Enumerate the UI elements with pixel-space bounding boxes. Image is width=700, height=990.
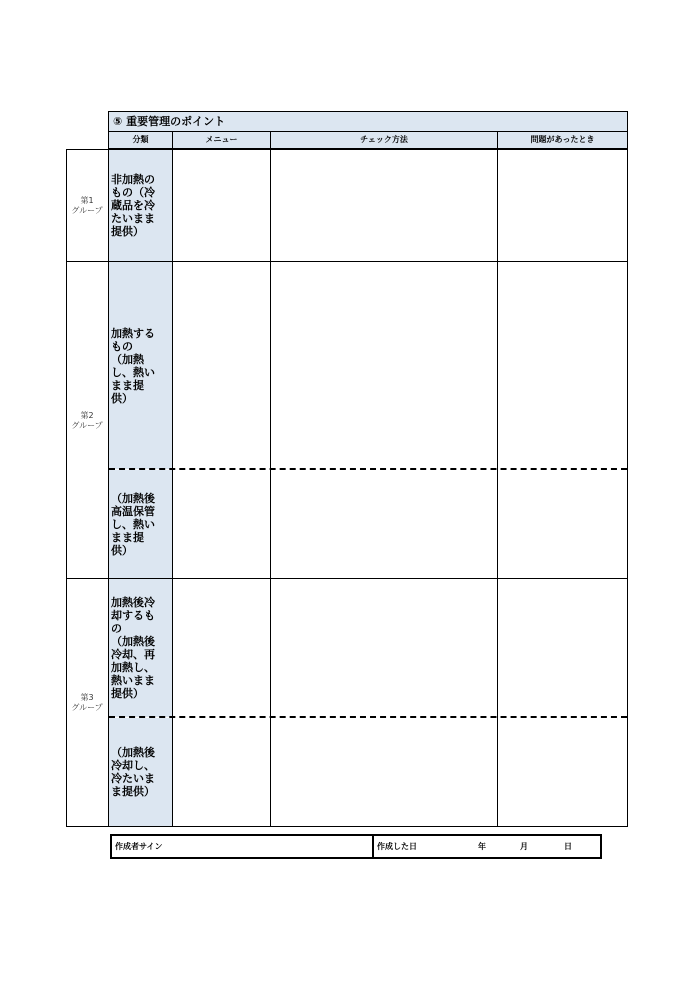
category-cell-2b: （加熱後 高温保管 し、熱い まま提 供） (108, 470, 172, 578)
category-cell-2a: 加熱する もの （加熱 し、熱い まま提 供） (108, 262, 172, 469)
signature-box (110, 834, 602, 859)
year-label: 年 (478, 842, 486, 851)
grid-line (627, 149, 628, 827)
grid-line (172, 149, 173, 827)
author-signature-label: 作成者サイン (115, 842, 163, 851)
grid-line (270, 149, 271, 827)
header-menu: メニュー (172, 132, 270, 149)
grid-line (66, 149, 67, 827)
date-field[interactable] (374, 836, 600, 857)
category-cell-3b: （加熱後 冷却し、 冷たいま ま提供） (108, 718, 172, 826)
grid-line (66, 578, 628, 579)
grid-line (108, 149, 109, 827)
grid-line (497, 149, 498, 827)
group-label-1: 第1 グループ (71, 196, 103, 215)
day-label: 日 (564, 842, 572, 851)
group-label-3: 第3 グループ (71, 693, 103, 712)
grid-line (66, 261, 628, 262)
date-label: 作成した日 (377, 842, 417, 851)
month-label: 月 (520, 842, 528, 851)
group-label-2: 第2 グループ (71, 410, 103, 430)
category-cell-3a: 加熱後冷 却するも の （加熱後 冷却、再 加熱し、 熱いまま 提供） (108, 579, 172, 717)
section-title: ⑤ 重要管理のポイント (108, 111, 628, 132)
header-category: 分類 (108, 132, 172, 149)
category-cell-1: 非加熱の もの（冷 蔵品を冷 たいまま 提供） (108, 150, 172, 261)
dashed-separator (109, 468, 627, 470)
header-check-method: チェック方法 (270, 132, 497, 149)
author-signature-field[interactable] (112, 836, 374, 857)
grid-line (66, 826, 628, 827)
grid-line (66, 149, 628, 150)
header-problem: 問題があったとき (497, 132, 628, 149)
dashed-separator (109, 716, 627, 718)
